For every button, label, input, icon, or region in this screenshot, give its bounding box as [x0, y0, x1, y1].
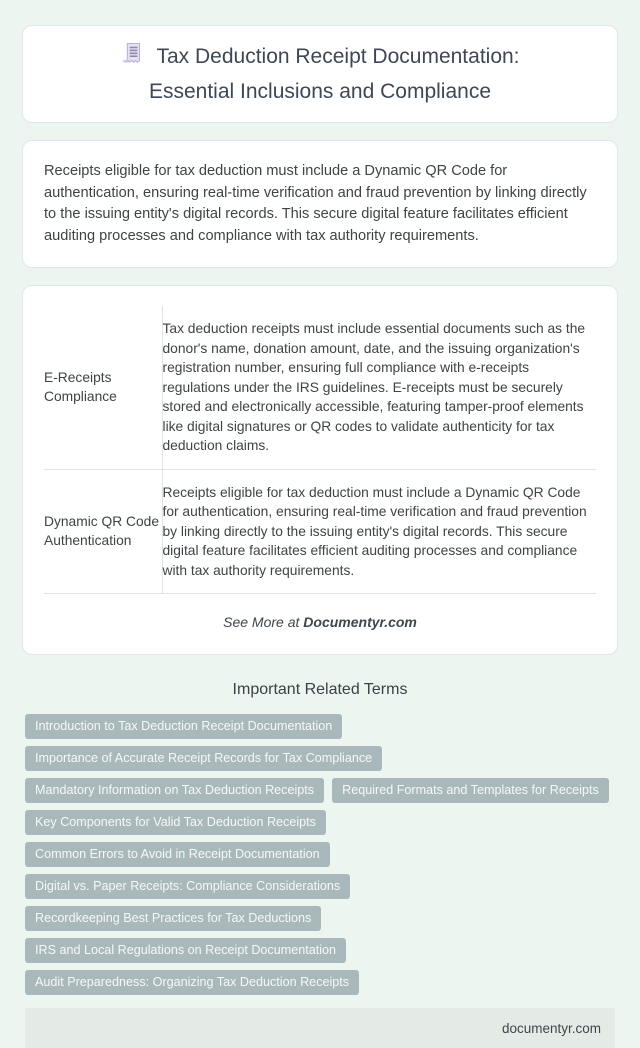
- related-terms-list: [25, 714, 615, 995]
- table-row: [44, 469, 596, 594]
- term-cell: E-Receipts Compliance: [44, 306, 162, 469]
- title-card: [22, 25, 618, 123]
- receipt-icon: [120, 41, 146, 76]
- related-term-tag[interactable]: Introduction to Tax Deduction Receipt Documentation: [25, 714, 342, 739]
- related-term-tag[interactable]: Audit Preparedness: Organizing Tax Deduction Receipts: [25, 970, 359, 995]
- table-row: [44, 306, 596, 469]
- footer-bar: [25, 1008, 615, 1048]
- related-term-tag[interactable]: Digital vs. Paper Receipts: Compliance Considerations: [25, 874, 350, 899]
- see-more-site: Documentyr.com: [303, 614, 417, 630]
- terms-table-card: [22, 285, 618, 655]
- description-cell: Receipts eligible for tax deduction must include a Dynamic QR Code for authentication, ensuring real-time verification and fraud prevention by linking directly to the issuing entity's digital records. This secure digital feature facilitates efficient auditing processes and compliance with tax authority requirements.: [162, 469, 596, 594]
- description-cell: Tax deduction receipts must include essential documents such as the donor's name, donation amount, date, and the issuing organization's registration number, ensuring full compliance with e-receipts regulations under the IRS guidelines. E-receipts must be securely stored and electronically accessible, featuring tamper-proof elements like digital signatures or QR codes to validate authenticity for tax deduction claims.: [162, 306, 596, 469]
- related-term-tag[interactable]: Mandatory Information on Tax Deduction Receipts: [25, 778, 324, 803]
- terms-table: [44, 306, 596, 594]
- related-term-tag[interactable]: Recordkeeping Best Practices for Tax Deductions: [25, 906, 321, 931]
- related-terms-heading: Important Related Terms: [232, 681, 408, 698]
- related-term-tag[interactable]: Common Errors to Avoid in Receipt Documentation: [25, 842, 330, 867]
- summary-paragraph: Receipts eligible for tax deduction must include a Dynamic QR Code for authentication, ensuring real-time verification and fraud prevention by linking directly to the issuing entity's digital records. This secure digital feature facilitates efficient auditing processes and compliance with tax authority requirements.: [44, 163, 587, 244]
- related-term-tag[interactable]: IRS and Local Regulations on Receipt Documentation: [25, 938, 346, 963]
- related-term-tag[interactable]: Key Components for Valid Tax Deduction Receipts: [25, 810, 326, 835]
- summary-card: [22, 140, 618, 268]
- related-term-tag[interactable]: Required Formats and Templates for Receipts: [332, 778, 609, 803]
- see-more-line: [44, 614, 596, 630]
- page-title: [85, 41, 555, 107]
- see-more-prefix: See More at: [223, 614, 300, 630]
- page-title-text: Tax Deduction Receipt Documentation: Essential Inclusions and Compliance: [148, 45, 520, 103]
- term-cell: Dynamic QR Code Authentication: [44, 469, 162, 594]
- related-term-tag[interactable]: Importance of Accurate Receipt Records for Tax Compliance: [25, 746, 382, 771]
- footer-site-link[interactable]: documentyr.com: [501, 1020, 601, 1036]
